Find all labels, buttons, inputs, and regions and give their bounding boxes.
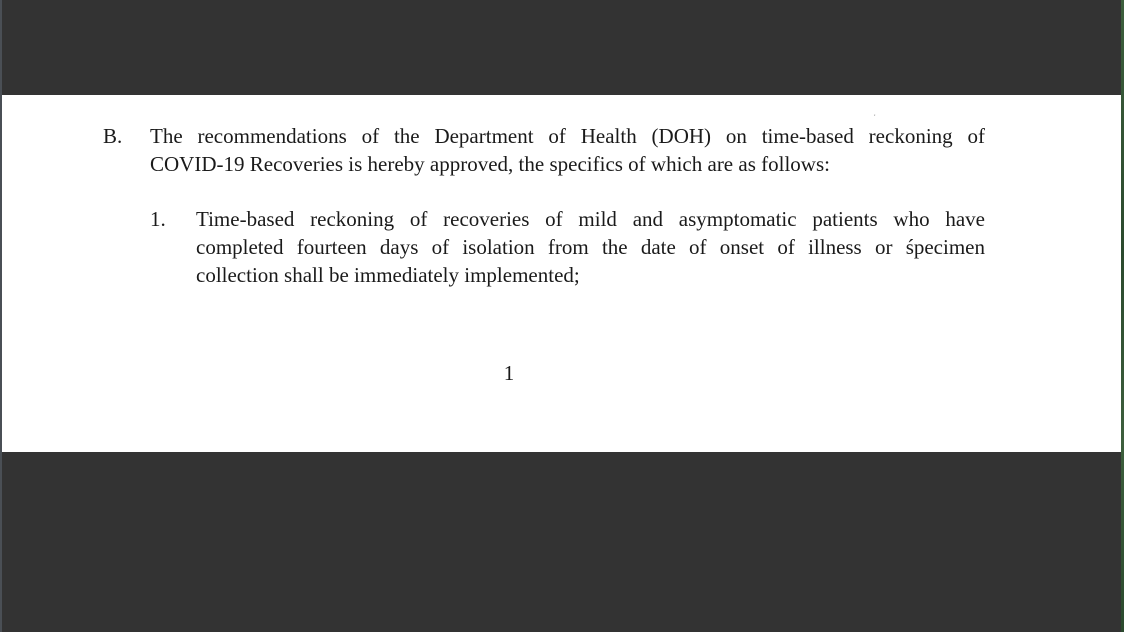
section-b-line-1: The recommendations of the Department of Health (DOH) on time-based reckoning of — [150, 124, 985, 148]
section-b-line-2: COVID-19 Recoveries is hereby approved, the specifics of which are as follows: — [150, 152, 830, 176]
section-b-marker: B. — [103, 124, 123, 148]
page-number: 1 — [503, 361, 515, 385]
scan-speck: ⸼ — [874, 107, 876, 116]
document-page — [2, 95, 1121, 452]
list-item-1-paragraph — [196, 205, 985, 289]
section-b-paragraph — [150, 122, 985, 178]
list-item-1-line-2: completed fourteen days of isolation from the date of onset of illness or śpecimen — [196, 235, 985, 259]
list-item-1-line-3: collection shall be immediately implemented; — [196, 263, 580, 287]
list-item-1-line-1: Time-based reckoning of recoveries of mild and asymptomatic patients who have — [196, 207, 985, 231]
list-item-1-marker: 1. — [150, 207, 166, 231]
